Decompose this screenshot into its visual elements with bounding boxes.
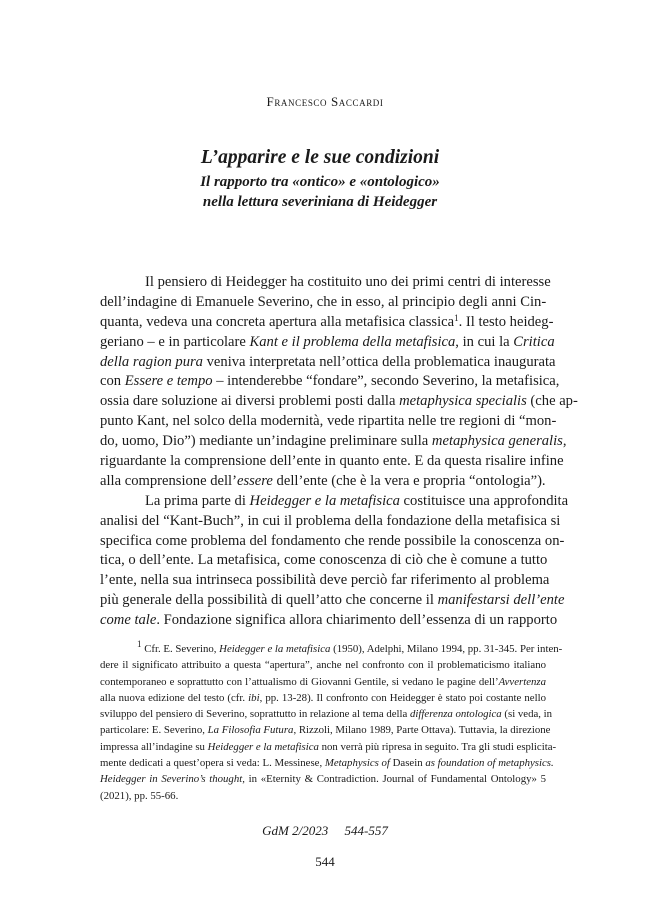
footnote-line bbox=[100, 722, 551, 738]
italic-run: Heidegger in Severino’s thought bbox=[100, 773, 243, 786]
running-head-author: Francesco Saccardi bbox=[266, 94, 384, 109]
text-run: ossia dare soluzione ai diversi problemi posti dalla bbox=[100, 393, 400, 410]
text-run: costituisce una approfondita bbox=[399, 492, 569, 509]
text-run: tica, o dell’ente. La metafisica, come conoscenza di ciò che è comune a tutto bbox=[100, 552, 548, 569]
text-run: l’ente, nella sua intrinseca possibilità deve perciò far riferimento al problema bbox=[100, 572, 550, 589]
text-run: , Rizzoli, Milano 1989, Parte Ottava). Tuttavia, la direzione bbox=[293, 724, 551, 737]
body-line bbox=[100, 571, 550, 591]
italic-run: Kant e il problema della metafisica bbox=[249, 333, 456, 350]
footnote-line bbox=[100, 771, 546, 787]
italic-run: Essere e tempo bbox=[124, 373, 213, 390]
body-line bbox=[100, 611, 558, 631]
body-line bbox=[100, 312, 554, 333]
footnote-line bbox=[100, 739, 557, 755]
text-run: più generale della possibilità di quell’atto che concerne il bbox=[100, 592, 438, 609]
italic-run: Metaphysics of bbox=[324, 757, 390, 770]
text-run: do, uomo, Dio”) mediante un’indagine preliminare sulla bbox=[100, 433, 432, 450]
text-run: – intenderebbe “fondare”, secondo Severino, la metafisica, bbox=[212, 373, 560, 390]
footnote bbox=[100, 639, 563, 804]
footnote-line bbox=[100, 755, 554, 771]
text-run: dere il significato attribuito a questa “apertura”, anche nel confronto con il problematicismo italiano bbox=[100, 659, 546, 672]
text-run: , in cui la bbox=[455, 333, 514, 350]
body-line bbox=[100, 512, 561, 532]
article-subtitle-line-2: nella lettura severiniana di Heidegger bbox=[202, 194, 438, 210]
text-run: non verrà più ripresa in seguito. Tra gli studi esplicita- bbox=[318, 740, 557, 753]
body-line bbox=[100, 472, 546, 492]
body-line bbox=[100, 591, 565, 611]
italic-run: essere bbox=[236, 472, 273, 489]
text-run: La prima parte di bbox=[145, 492, 250, 509]
text-run: mente dedicati a quest’opera si veda: L. Messinese, bbox=[100, 757, 325, 770]
italic-run: metaphysica specialis bbox=[399, 393, 527, 410]
footnote-reference[interactable]: 1 bbox=[454, 312, 459, 323]
text-run: (2021), pp. 55-66. bbox=[100, 789, 179, 802]
text-run: dell’indagine di Emanuele Severino, che in esso, al principio degli anni Cin- bbox=[100, 293, 547, 310]
body-line bbox=[100, 532, 565, 552]
text-run: . Fondazione significa allora chiarimento dell’essenza di un rapporto bbox=[156, 612, 558, 629]
text-run: contemporaneo e soprattutto con l’attualismo di Giovanni Gentile, si vedano le pagine dell’ bbox=[100, 675, 499, 688]
italic-run: La Filosofia Futura bbox=[207, 724, 294, 737]
italic-run: as foundation of metaphysics. bbox=[425, 757, 554, 770]
text-run: alla nuova edizione del testo (cfr. bbox=[100, 691, 249, 704]
text-run: specifica come problema del fondamento che rende possibile la conoscenza on- bbox=[100, 532, 565, 549]
italic-run: Heidegger e la metafisica bbox=[219, 643, 331, 655]
body-line bbox=[100, 412, 557, 432]
text-run: . Il testo heideg- bbox=[458, 313, 554, 330]
text-run: sviluppo del pensiero di Severino, soprattutto in relazione al tema della bbox=[100, 708, 411, 721]
journal-pages: 544-557 bbox=[344, 823, 388, 838]
body-text bbox=[100, 273, 578, 631]
italic-run: differenza ontologica bbox=[410, 708, 502, 721]
journal-issue: GdM 2/2023 bbox=[262, 823, 329, 838]
footnote-line bbox=[100, 706, 553, 722]
text-run: geriano – e in particolare bbox=[100, 333, 250, 350]
text-run: Il pensiero di Heidegger ha costituito uno dei primi centri di interesse bbox=[145, 274, 551, 290]
italic-run: Heidegger e la metafisica bbox=[249, 492, 400, 509]
text-run: alla comprensione dell’ bbox=[100, 472, 237, 489]
page-number: 544 bbox=[315, 854, 335, 869]
article-subtitle-line-1: Il rapporto tra «ontico» e «ontologico» bbox=[200, 174, 440, 190]
body-line bbox=[100, 452, 564, 472]
body-line bbox=[100, 333, 555, 353]
footnote-line bbox=[100, 639, 563, 657]
journal-citation bbox=[0, 823, 650, 839]
italic-run: Critica bbox=[513, 333, 555, 350]
text-run: (che ap- bbox=[526, 393, 578, 410]
text-run: punto Kant, nel solco della modernità, vede ripartita nelle tre regioni di “mon- bbox=[100, 413, 557, 430]
text-run: (1950), Adelphi, Milano 1994, pp. 31-345. Per inten- bbox=[330, 643, 563, 655]
text-run: analisi del “Kant-Buch”, in cui il problema della fondazione della metafisica si bbox=[100, 512, 561, 529]
text-run: Cfr. E. Severino, bbox=[141, 643, 220, 655]
footnote-line bbox=[100, 690, 546, 706]
text-run: , bbox=[562, 433, 567, 450]
text-run: impressa all’indagine su bbox=[100, 740, 208, 753]
body-line bbox=[100, 432, 567, 452]
italic-run: Avvertenza bbox=[498, 675, 546, 688]
italic-run: Heidegger e la metafisica bbox=[207, 740, 319, 753]
italic-run: ibi bbox=[248, 691, 260, 704]
italic-run: della ragion pura bbox=[100, 353, 203, 370]
body-line bbox=[100, 273, 551, 293]
text-run: , pp. 13-28). Il confronto con Heidegger è stato poi costante nello bbox=[259, 691, 546, 704]
footnote-line bbox=[100, 674, 546, 690]
text-run: riguardante la comprensione dell’ente in quanto ente. E da questa risalire infine bbox=[100, 453, 564, 470]
italic-run: manifestarsi dell’ente bbox=[437, 592, 565, 609]
text-run: particolare: E. Severino, bbox=[100, 724, 208, 737]
body-line bbox=[100, 551, 546, 571]
article-title: L’apparire e le sue condizioni bbox=[200, 147, 440, 168]
text-run: con bbox=[100, 373, 125, 390]
article-title-block bbox=[100, 144, 540, 212]
text-run: dell’ente (che è la vera e propria “ontologia”). bbox=[272, 472, 546, 489]
text-run: Dasein bbox=[389, 757, 426, 770]
text-run: , in «Eternity & Contradiction. Journal of Fundamental Ontology» 5 bbox=[242, 773, 546, 786]
body-line bbox=[100, 372, 560, 392]
footnote-mark: 1 bbox=[137, 639, 142, 649]
text-run: veniva interpretata nell’ottica della problematica inaugurata bbox=[202, 353, 556, 370]
body-line bbox=[100, 293, 546, 313]
text-run: (si veda, in bbox=[501, 708, 553, 721]
italic-run: metaphysica generalis bbox=[431, 433, 563, 450]
italic-run: come tale bbox=[100, 612, 157, 629]
footnote-line bbox=[100, 788, 546, 804]
footnote-line bbox=[100, 657, 546, 673]
body-line bbox=[100, 392, 578, 412]
body-line bbox=[100, 492, 569, 512]
text-run: quanta, vedeva una concreta apertura alla metafisica classica bbox=[100, 313, 455, 330]
body-line bbox=[100, 353, 556, 373]
